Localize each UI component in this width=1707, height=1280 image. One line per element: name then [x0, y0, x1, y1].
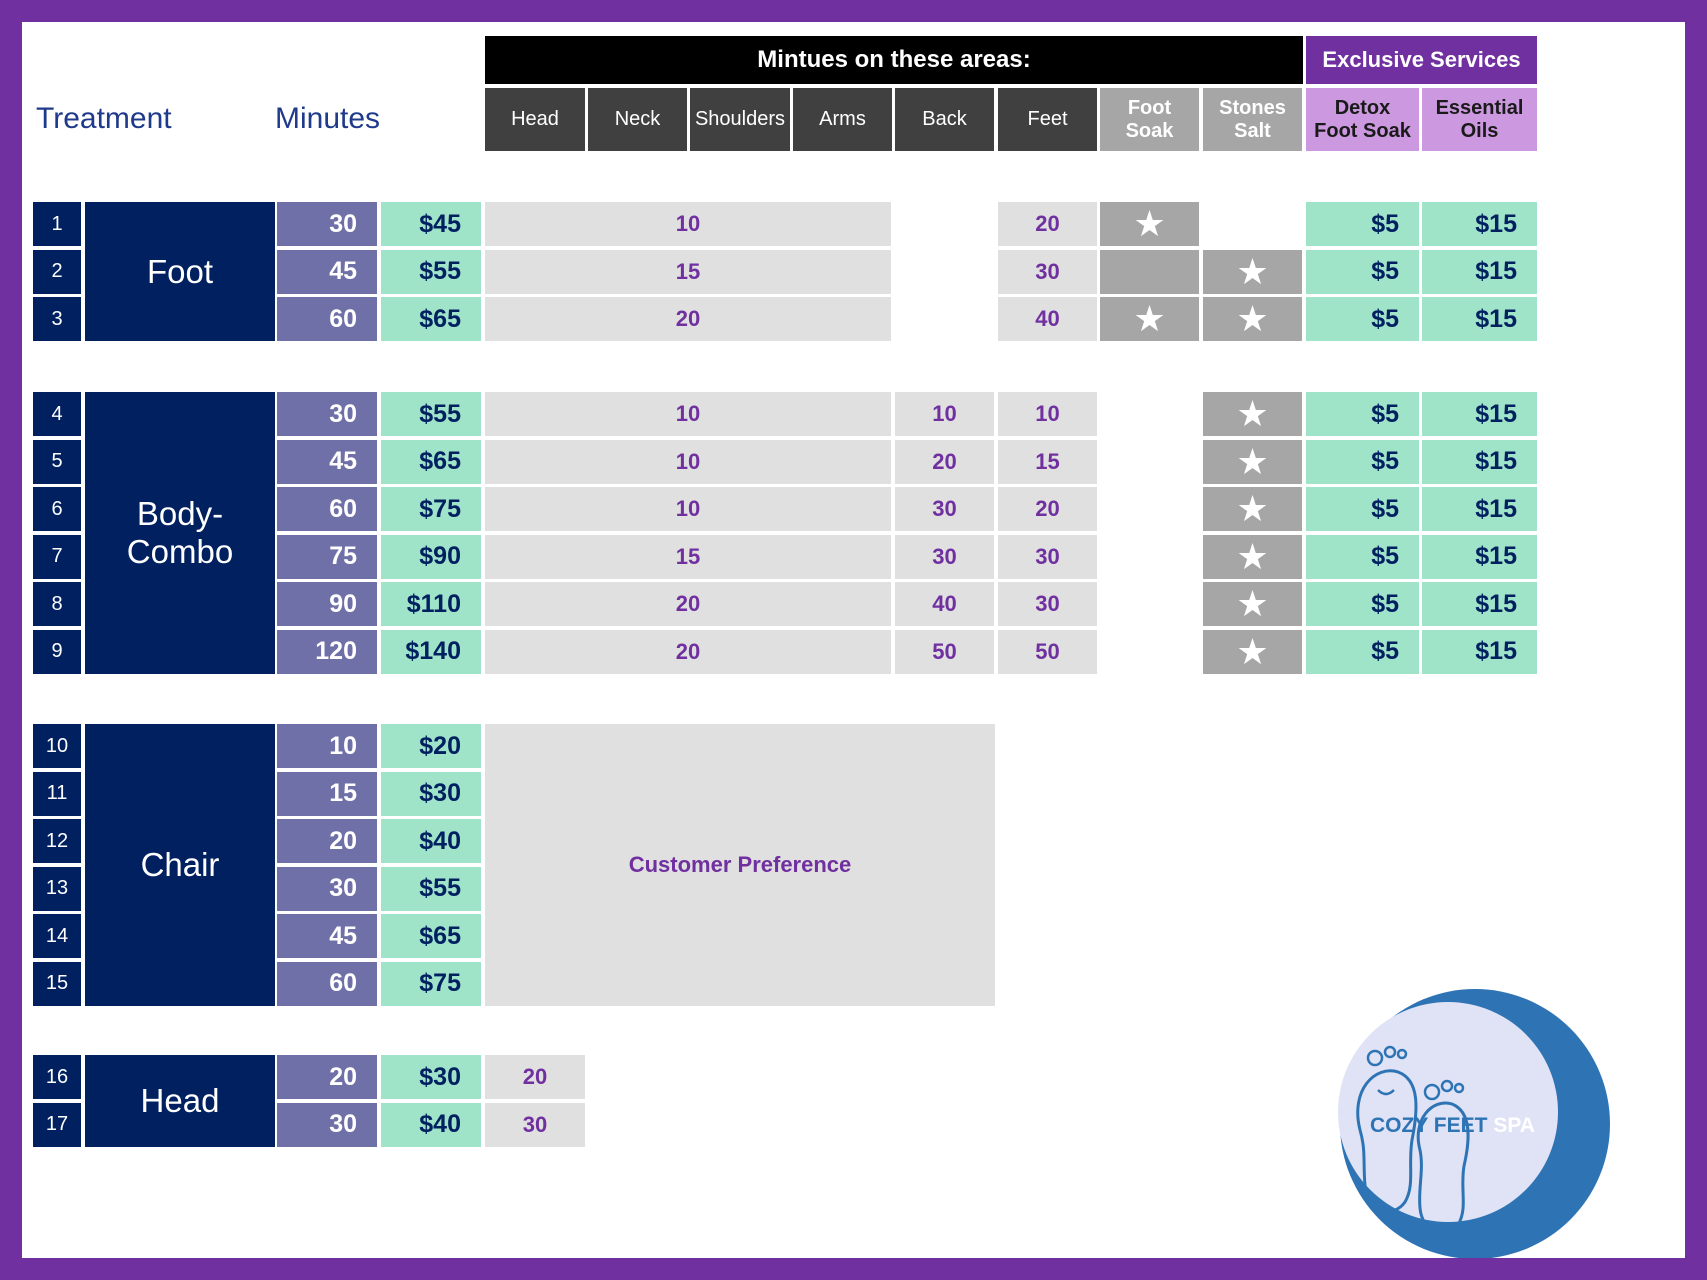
detox-price: $5	[1306, 630, 1419, 674]
essential-oils-price: $15	[1422, 202, 1537, 246]
row-number: 17	[33, 1103, 81, 1147]
customer-preference: Customer Preference	[485, 724, 995, 1006]
upper-body-minutes: 20	[485, 630, 891, 674]
treatment-name: Chair	[85, 724, 275, 1006]
logo-text	[1370, 1114, 1535, 1138]
detox-price: $5	[1306, 487, 1419, 531]
stones-salt-star-icon: ★	[1203, 297, 1302, 341]
column-header-soak: Foot Soak	[1100, 88, 1199, 151]
detox-price: $5	[1306, 582, 1419, 626]
areas-title: Mintues on these areas:	[485, 36, 1303, 84]
upper-body-minutes: 10	[485, 487, 891, 531]
row-price: $90	[381, 535, 481, 579]
essential-oils-price: $15	[1422, 297, 1537, 341]
exclusive-title: Exclusive Services	[1306, 36, 1537, 84]
detox-price: $5	[1306, 202, 1419, 246]
detox-price: $5	[1306, 535, 1419, 579]
minutes-header: Minutes	[275, 102, 381, 136]
row-number: 14	[33, 914, 81, 958]
column-header-shoulders: Shoulders	[690, 88, 790, 151]
foot-soak-star-icon: ★	[1100, 202, 1199, 246]
row-number: 3	[33, 297, 81, 341]
row-minutes: 20	[277, 1055, 377, 1099]
row-minutes: 30	[277, 1103, 377, 1147]
treatment-header: Treatment	[36, 102, 172, 136]
row-minutes: 15	[277, 772, 377, 816]
row-number: 1	[33, 202, 81, 246]
feet-minutes: 30	[998, 535, 1097, 579]
logo-suffix: SPA	[1493, 1114, 1535, 1137]
detox-price: $5	[1306, 297, 1419, 341]
row-number: 16	[33, 1055, 81, 1099]
foot-soak-star-icon: ★	[1100, 297, 1199, 341]
back-minutes: 30	[895, 487, 994, 531]
feet-minutes: 10	[998, 392, 1097, 436]
row-number: 13	[33, 867, 81, 911]
row-price: $75	[381, 962, 481, 1006]
row-minutes: 60	[277, 962, 377, 1006]
treatment-name: Body- Combo	[85, 392, 275, 674]
column-header-neck: Neck	[588, 88, 687, 151]
column-header-oils: Essential Oils	[1422, 88, 1537, 151]
row-price: $20	[381, 724, 481, 768]
row-price: $55	[381, 392, 481, 436]
back-minutes: 10	[895, 392, 994, 436]
essential-oils-price: $15	[1422, 535, 1537, 579]
upper-body-minutes: 20	[485, 582, 891, 626]
row-number: 12	[33, 819, 81, 863]
row-minutes: 45	[277, 250, 377, 294]
upper-body-minutes: 10	[485, 392, 891, 436]
price-sheet	[22, 22, 1685, 1258]
essential-oils-price: $15	[1422, 392, 1537, 436]
stones-salt-star-icon: ★	[1203, 392, 1302, 436]
stones-salt-star-icon: ★	[1203, 535, 1302, 579]
row-price: $40	[381, 819, 481, 863]
column-header-salt: Stones Salt	[1203, 88, 1302, 151]
upper-body-minutes: 15	[485, 250, 891, 294]
row-price: $30	[381, 772, 481, 816]
row-price: $65	[381, 297, 481, 341]
back-minutes: 50	[895, 630, 994, 674]
row-price: $45	[381, 202, 481, 246]
feet-minutes: 50	[998, 630, 1097, 674]
row-price: $55	[381, 250, 481, 294]
feet-minutes: 40	[998, 297, 1097, 341]
feet-minutes: 15	[998, 440, 1097, 484]
row-minutes: 30	[277, 867, 377, 911]
row-number: 6	[33, 487, 81, 531]
logo-name: COZY FEET	[1370, 1114, 1488, 1137]
detox-price: $5	[1306, 392, 1419, 436]
column-header-head: Head	[485, 88, 585, 151]
row-minutes: 120	[277, 630, 377, 674]
column-header-arms: Arms	[793, 88, 892, 151]
feet-minutes: 20	[998, 202, 1097, 246]
feet-minutes: 20	[998, 487, 1097, 531]
row-number: 7	[33, 535, 81, 579]
row-minutes: 75	[277, 535, 377, 579]
feet-minutes: 30	[998, 250, 1097, 294]
row-number: 8	[33, 582, 81, 626]
detox-price: $5	[1306, 440, 1419, 484]
stones-salt-star-icon: ★	[1203, 487, 1302, 531]
stones-salt-star-icon: ★	[1203, 630, 1302, 674]
row-minutes: 60	[277, 297, 377, 341]
row-price: $140	[381, 630, 481, 674]
row-minutes: 30	[277, 202, 377, 246]
treatment-name: Foot	[85, 202, 275, 341]
row-price: $65	[381, 440, 481, 484]
row-price: $75	[381, 487, 481, 531]
upper-body-minutes: 10	[485, 440, 891, 484]
back-minutes: 20	[895, 440, 994, 484]
stones-salt-star-icon: ★	[1203, 250, 1302, 294]
row-minutes: 20	[277, 819, 377, 863]
feet-minutes: 30	[998, 582, 1097, 626]
back-minutes: 40	[895, 582, 994, 626]
upper-body-minutes: 10	[485, 202, 891, 246]
stones-salt-star-icon: ★	[1203, 440, 1302, 484]
row-price: $110	[381, 582, 481, 626]
row-number: 10	[33, 724, 81, 768]
row-minutes: 90	[277, 582, 377, 626]
column-header-feet: Feet	[998, 88, 1097, 151]
row-price: $55	[381, 867, 481, 911]
essential-oils-price: $15	[1422, 487, 1537, 531]
essential-oils-price: $15	[1422, 250, 1537, 294]
row-minutes: 30	[277, 392, 377, 436]
row-number: 2	[33, 250, 81, 294]
row-minutes: 45	[277, 914, 377, 958]
row-price: $65	[381, 914, 481, 958]
row-number: 15	[33, 962, 81, 1006]
row-price: $40	[381, 1103, 481, 1147]
row-price: $30	[381, 1055, 481, 1099]
column-header-detox: Detox Foot Soak	[1306, 88, 1419, 151]
essential-oils-price: $15	[1422, 582, 1537, 626]
row-number: 11	[33, 772, 81, 816]
head-minutes: 30	[485, 1103, 585, 1147]
detox-price: $5	[1306, 250, 1419, 294]
head-minutes: 20	[485, 1055, 585, 1099]
row-minutes: 60	[277, 487, 377, 531]
treatment-name: Head	[85, 1055, 275, 1147]
row-number: 5	[33, 440, 81, 484]
back-minutes: 30	[895, 535, 994, 579]
row-number: 9	[33, 630, 81, 674]
essential-oils-price: $15	[1422, 630, 1537, 674]
row-minutes: 45	[277, 440, 377, 484]
row-minutes: 10	[277, 724, 377, 768]
column-header-back: Back	[895, 88, 994, 151]
upper-body-minutes: 20	[485, 297, 891, 341]
foot-soak-empty	[1100, 250, 1199, 294]
upper-body-minutes: 15	[485, 535, 891, 579]
row-number: 4	[33, 392, 81, 436]
essential-oils-price: $15	[1422, 440, 1537, 484]
stones-salt-star-icon: ★	[1203, 582, 1302, 626]
